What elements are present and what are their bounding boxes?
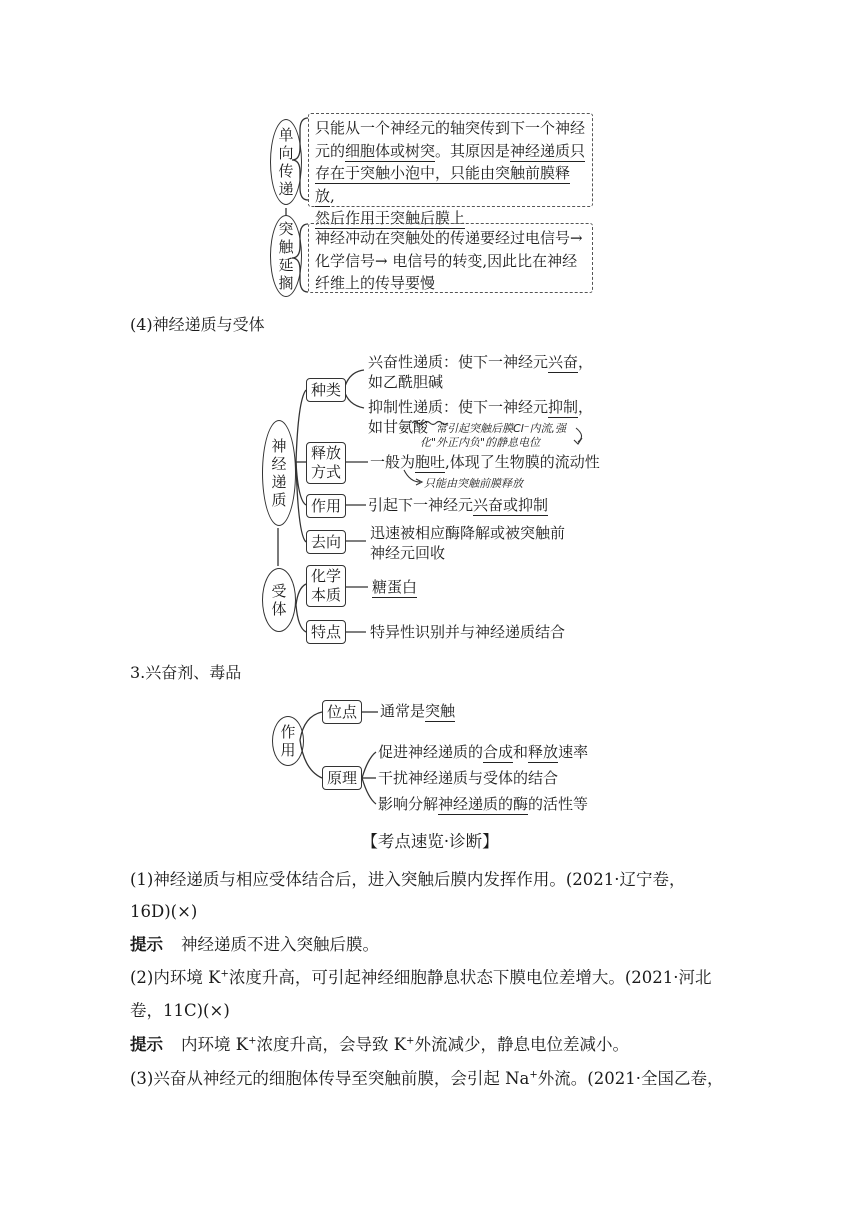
- chemical-nature-text: [372, 577, 417, 597]
- root-neurotransmitter-label: 神经递质: [271, 437, 287, 509]
- tip-2-label: 提示: [130, 1035, 163, 1054]
- cat-release-label: 释放方式: [310, 444, 341, 481]
- site-keyword: 突触: [425, 702, 456, 720]
- cat-fate: [306, 530, 346, 554]
- inhibitory-transmitter: [368, 397, 593, 417]
- root-neurotransmitter: [262, 420, 296, 526]
- node-one-way-transmission: [270, 119, 302, 205]
- cat-effect-label: 作用: [310, 496, 341, 515]
- cat-effect: [306, 494, 346, 518]
- effect-text: [368, 495, 548, 515]
- handwritten-note-presynaptic: 只能由突触前膜释放: [424, 477, 523, 490]
- principle-3-b: 的活性等: [528, 795, 589, 813]
- node-one-way-label: 单向传递: [278, 126, 294, 198]
- root-effect: [272, 716, 304, 766]
- tip-2-sup-1: +: [248, 1035, 257, 1047]
- handwritten-note-resting-potential: 化"外正内负"的静息电位: [420, 436, 541, 449]
- inhibitory-keyword: 抑制: [548, 398, 579, 416]
- principle-3-enzyme: 神经递质的酶: [438, 795, 529, 813]
- question-1-line-2: 16D)(×): [130, 902, 198, 921]
- principle-3-a: 影响分解: [378, 795, 439, 813]
- box2-line-1: 神经冲动在突触处的传递要经过电信号→: [315, 229, 583, 247]
- cat-type-label: 种类: [310, 380, 341, 399]
- excitatory-keyword: 兴奋: [548, 353, 579, 371]
- box-one-way-text: [315, 117, 586, 230]
- effect-prefix: 引起下一神经元: [368, 496, 474, 514]
- inhibitory-end: ，: [578, 398, 594, 416]
- box2-line-3: 纤维上的传导要慢: [315, 274, 436, 292]
- q2-part-a: (2)内环境 K: [130, 968, 221, 987]
- box1-underlined-segment: 然后作用于突触后膜上: [315, 209, 466, 227]
- node-synaptic-delay-label: 突触延搁: [278, 220, 294, 292]
- tip-1-label: 提示: [130, 935, 163, 954]
- box1-line-1: [315, 117, 586, 140]
- section-4-heading: (4)神经递质与受体: [130, 315, 265, 334]
- question-2-line-1: [130, 966, 712, 990]
- tip-1: [130, 933, 379, 957]
- question-3-line-1: [130, 1067, 723, 1091]
- release-suffix: ,体现了生物膜的流动性: [445, 453, 600, 471]
- release-prefix: 一般为: [370, 453, 416, 471]
- cat-fate-label: 去向: [310, 532, 341, 551]
- box1-line-2: [315, 140, 586, 163]
- cat-chem-label: 化学本质: [310, 567, 341, 604]
- box-principle-label: 原理: [326, 768, 357, 787]
- effect-keyword: 兴奋或抑制: [473, 496, 549, 514]
- site-prefix: 通常是: [380, 702, 426, 720]
- box-site: [322, 700, 362, 724]
- root-receptor-label: 受体: [271, 582, 287, 618]
- chemical-nature-value: 糖蛋白: [372, 578, 418, 596]
- handwritten-note-chloride: 常引起突触后膜Cl⁻内流,强: [436, 422, 567, 435]
- feature-text: 特异性识别并与神经递质结合: [370, 623, 566, 641]
- principle-2: 干扰神经递质与受体的结合: [378, 769, 559, 787]
- root-receptor: [262, 568, 296, 632]
- release-keyword: 胞吐: [415, 453, 446, 471]
- release-mode-text: [370, 452, 600, 472]
- cat-feature-label: 特点: [310, 622, 341, 641]
- tip-2-sup-2: +: [406, 1035, 415, 1047]
- tip-2-c: 外流减少，静息电位差减小。: [414, 1035, 629, 1054]
- section-3-heading: 3.兴奋剂、毒品: [130, 663, 242, 682]
- site-text: [380, 701, 455, 721]
- principle-1: [378, 742, 588, 762]
- box2-line-2: 化学信号→ 电信号的转变,因此比在神经: [315, 251, 578, 270]
- cat-feature: [306, 620, 346, 644]
- excitatory-example: 如乙酰胆碱: [368, 373, 444, 391]
- box1-segment: 元的: [315, 141, 346, 160]
- principle-1-release: 释放: [528, 743, 559, 761]
- box1-segment: 只能从一个神经元的轴突传到下一个神经: [315, 119, 586, 137]
- review-title: 【考点速览·诊断】: [361, 832, 499, 851]
- box1-underlined-segment: 细胞体或树突: [345, 141, 436, 160]
- excitatory-prefix: 兴奋性递质：使下一神经元: [368, 353, 549, 371]
- box1-underlined-segment: 神经递质只: [510, 141, 586, 160]
- box1-underlined-segment: 存在于突触小泡中，只能由突触前膜释放: [315, 164, 571, 205]
- box-synaptic-delay-explanation: [308, 223, 593, 293]
- q3-part-a: (3)兴奋从神经元的细胞体传导至突触前膜，会引起 Na: [130, 1069, 530, 1088]
- excitatory-transmitter: [368, 352, 593, 372]
- q3-sup-plus: +: [529, 1069, 538, 1081]
- tip-2-a: 内环境 K: [181, 1035, 249, 1054]
- fate-line-2: 神经元回收: [370, 544, 446, 562]
- fate-line-1: 迅速被相应酶降解或被突触前: [370, 524, 566, 542]
- tip-2-b: 浓度升高，会导致 K: [256, 1035, 407, 1054]
- cat-type: [306, 378, 346, 402]
- box1-segment: 。其原因是: [435, 141, 511, 160]
- node-synaptic-delay: [270, 215, 302, 297]
- tip-2: [130, 1033, 629, 1057]
- q2-part-b: 浓度升高，可引起神经细胞静息状态下膜电位差增大。(2021·河北: [228, 968, 712, 987]
- question-1-line-1: (1)神经递质与相应受体结合后，进入突触后膜内发挥作用。(2021·辽宁卷，: [130, 870, 686, 889]
- root-effect-label: 作用: [280, 723, 296, 759]
- excitatory-end: ，: [578, 353, 594, 371]
- box-principle: [322, 766, 362, 790]
- principle-1-rate: 速率: [558, 743, 589, 761]
- q2-sup-plus: +: [220, 968, 229, 980]
- question-2-line-2: 卷，11C)(×): [130, 1001, 230, 1020]
- q3-part-b: 外流。(2021·全国乙卷，: [537, 1069, 724, 1088]
- principle-1-synthesis: 合成: [483, 743, 514, 761]
- box1-segment: ,: [330, 186, 335, 205]
- principle-3: [378, 794, 588, 814]
- box-site-label: 位点: [326, 702, 357, 721]
- tip-1-text: 神经递质不进入突触后膜。: [181, 935, 379, 954]
- box-one-way-explanation: [308, 113, 593, 227]
- box1-line-3: [315, 162, 586, 207]
- inhibitory-prefix: 抑制性递质：使下一神经元: [368, 398, 549, 416]
- principle-1-a: 促进神经递质的: [378, 743, 484, 761]
- inhibitory-example: 如甘氨酸: [368, 418, 429, 436]
- principle-1-and: 和: [513, 743, 529, 761]
- cat-release-mode: [306, 442, 346, 484]
- cat-chemical-nature: [306, 565, 346, 607]
